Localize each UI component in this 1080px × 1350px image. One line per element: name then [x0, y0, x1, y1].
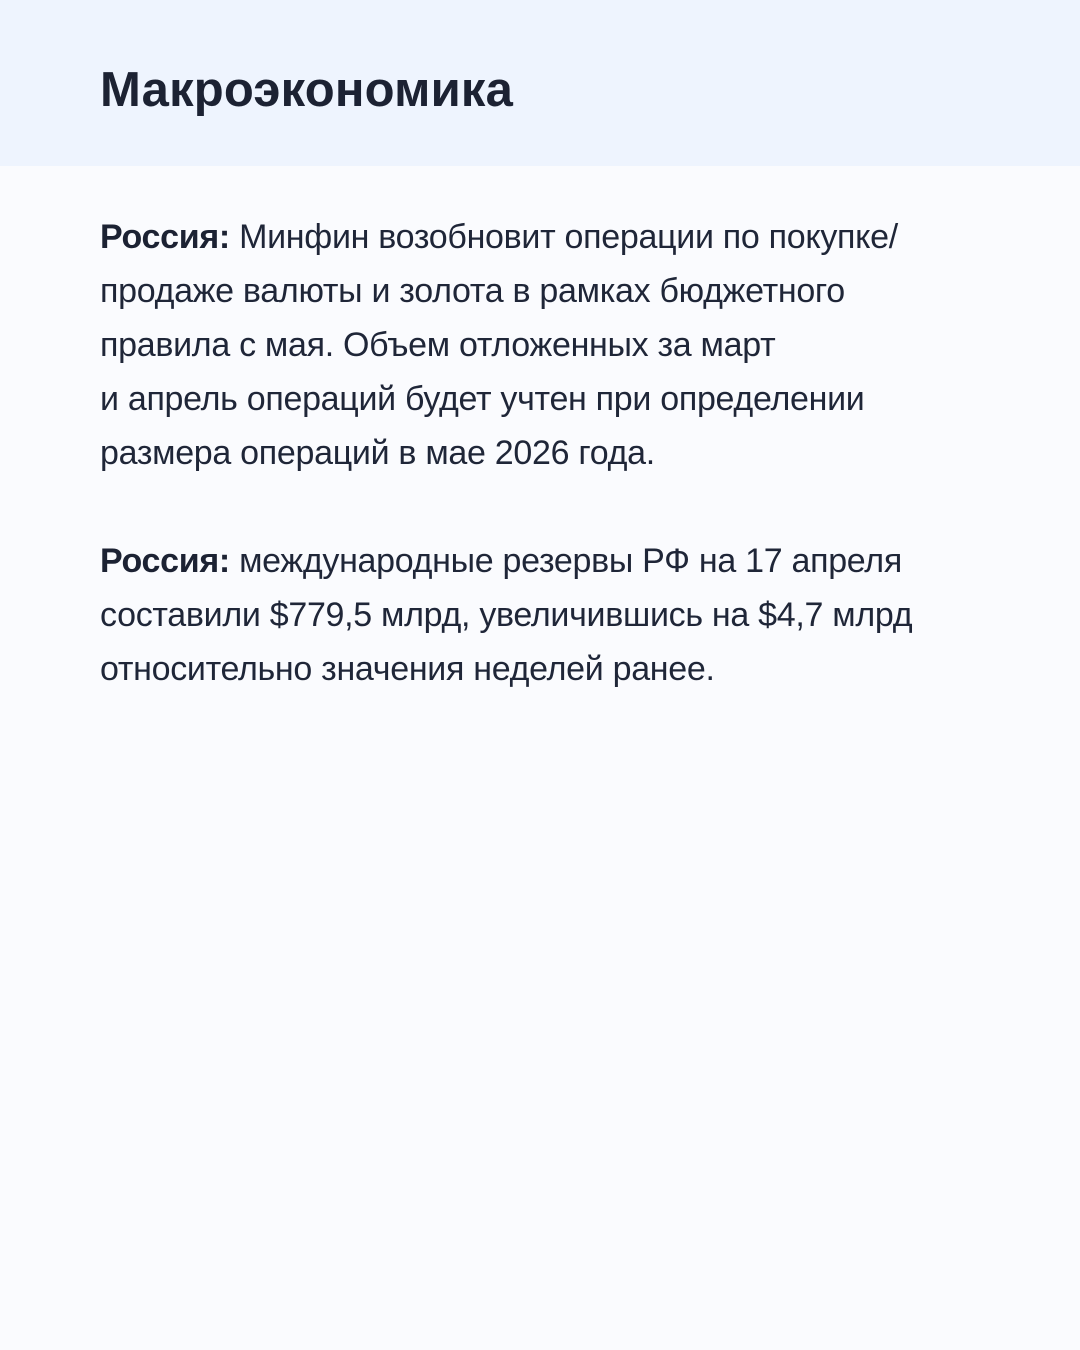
header-banner	[0, 0, 1080, 166]
page-title: Макроэкономика	[100, 63, 514, 117]
news-line: правила с мая. Объем отложенных за март	[100, 326, 776, 364]
news-item-reserves	[100, 534, 1020, 696]
news-list	[100, 210, 1020, 696]
news-line: размера операций в мае 2026 года.	[100, 434, 655, 472]
news-line: относительно значения неделей ранее.	[100, 650, 715, 688]
news-item-minfin	[100, 210, 1020, 480]
news-line: и апрель операций будет учтен при определении	[100, 380, 865, 418]
news-text: международные резервы РФ на 17 апреля	[239, 542, 902, 580]
news-line: составили $779,5 млрд, увеличившись на $4,7 млрд	[100, 596, 913, 634]
news-country-label: Россия:	[100, 218, 230, 256]
news-line: продаже валюты и золота в рамках бюджетного	[100, 272, 845, 310]
news-text: Минфин возобновит операции по покупке/	[239, 218, 898, 256]
news-line	[100, 534, 1020, 588]
news-line	[100, 210, 1020, 264]
news-country-label: Россия:	[100, 542, 230, 580]
